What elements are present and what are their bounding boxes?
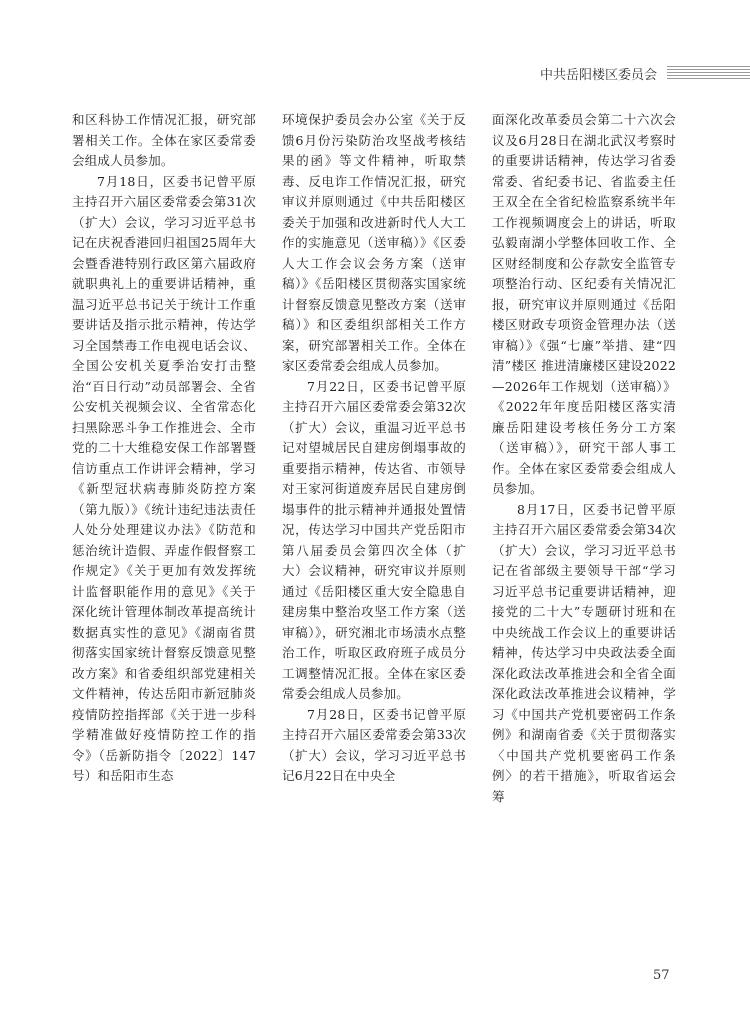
paragraph: 8月17日，区委书记曾平原主持召开六届区委常委会第34次（扩大）会议，学习习近平总书记在省部级主要领导干部“学习习近平总书记重要讲话精神，迎接党的二十大”专题研讨班和在中央统战工作会议上的重要讲话精神，传达学习中央政法委全面深化政法改革推进会和全省全面深化政法改革推进会议精神，学习《中国共产党机要密码工作条例》和湖南省委《关于贯彻落实〈中国共产党机要密码工作条例〉的若干措施》，听取省运会筹 [492,501,676,804]
paragraph: 7月22日，区委书记曾平原主持召开六届区委常委会第32次（扩大）会议，重温习近平总书记对望城居民自建房倒塌事故的重要指示精神，传达省、市领导对王家河街道废弃居民自建房倒塌事件的批示精神并通报处置情况，传达学习中国共产党岳阳市第八届委员会第四次全体（扩大）会议精神，研究审议并原则通过《岳阳楼区重大安全隐患自建房集中整治攻坚工作方案（送审稿）》，研究湘北市场渍水点整治工作，听取区政府班子成员分工调整情况汇报。全体在家区委常委会组成人员参加。 [282,378,466,701]
paragraph: 环境保护委员会办公室《关于反馈6月份污染防治攻坚战考核结果的函》等文件精神，听取禁毒、反电诈工作情况汇报，研究审议并原则通过《中共岳阳楼区委关于加强和改进新时代人大工作的实施意见（送审稿）》《区委人大工作会议会务方案（送审稿）》《岳阳楼区贯彻落实国家统计督察反馈意见整改方案（送审稿）》和区委组织部相关工作方案，研究部署相关工作。全体在家区委常委会组成人员参加。 [282,112,466,373]
header-title: 中共岳阳楼区委员会 [540,67,658,83]
page-number: 57 [653,968,670,983]
column-1 [72,110,256,940]
paragraph: 面深化改革委员会第二十六次会议及6月28日在湖北武汉考察时的重要讲话精神，传达学习省委常委、省纪委书记、省监委主任王双全在全省纪检监察系统半年工作视频调度会上的讲话，听取弘毅南湖小学整体回收工作、全区财经制度和公存款安全监管专项整治行动、区纪委有关情况汇报，研究审议并原则通过《岳阳楼区财政专项资金管理办法（送审稿）》《强“七廉”举措、建“四清”楼区 推进清廉楼区建设2022—2026年工作规划（送审稿）》《2022年年度岳阳楼区落实清廉岳阳建设考核任务分工方案（送审稿）》，研究干部人事工作。全体在家区委常委会组成人员参加。 [492,112,676,496]
column-2 [282,110,466,940]
paragraph: 7月28日，区委书记曾平原主持召开六届区委常委会第33次（扩大）会议，学习习近平总书记6月22日在中央全 [282,706,466,783]
paragraph: 7月18日，区委书记曾平原主持召开六届区委常委会第31次（扩大）会议，学习习近平总书记在庆祝香港回归祖国25周年大会暨香港特别行政区第六届政府就职典礼上的重要讲话精神，重温习近平总书记关于统计工作重要讲话及指示批示精神，传达学习全国禁毒工作电视电话会议、全国公安机关夏季治安打击整治“百日行动”动员部署会、全省公安机关视频会议、全省常态化扫黑除恶斗争工作推进会、全市党的二十大维稳安保工作部署暨信访重点工作讲评会精神，学习《新型冠状病毒肺炎防控方案（第九版）》《统计违纪违法责任人处分处理建议办法》《防范和惩治统计造假、弄虚作假督察工作规定》《关于更加有效发挥统计监督职能作用的意见》《关于深化统计管理体制改革提高统计数据真实性的意见》《湖南省贯彻落实国家统计督察反馈意见整改方案》和省委组织部党建相关文件精神，传达岳阳市新冠肺炎疫情防控指挥部《关于进一步科学精准做好疫情防控工作的指令》（岳新防指令〔2022〕147号）和岳阳市生态 [72,173,256,783]
text-columns [72,110,676,940]
paragraph: 和区科协工作情况汇报，研究部署相关工作。全体在家区委常委会组成人员参加。 [72,112,256,168]
column-3 [492,110,676,940]
running-header [540,64,750,82]
header-decoration-lines [667,66,750,80]
